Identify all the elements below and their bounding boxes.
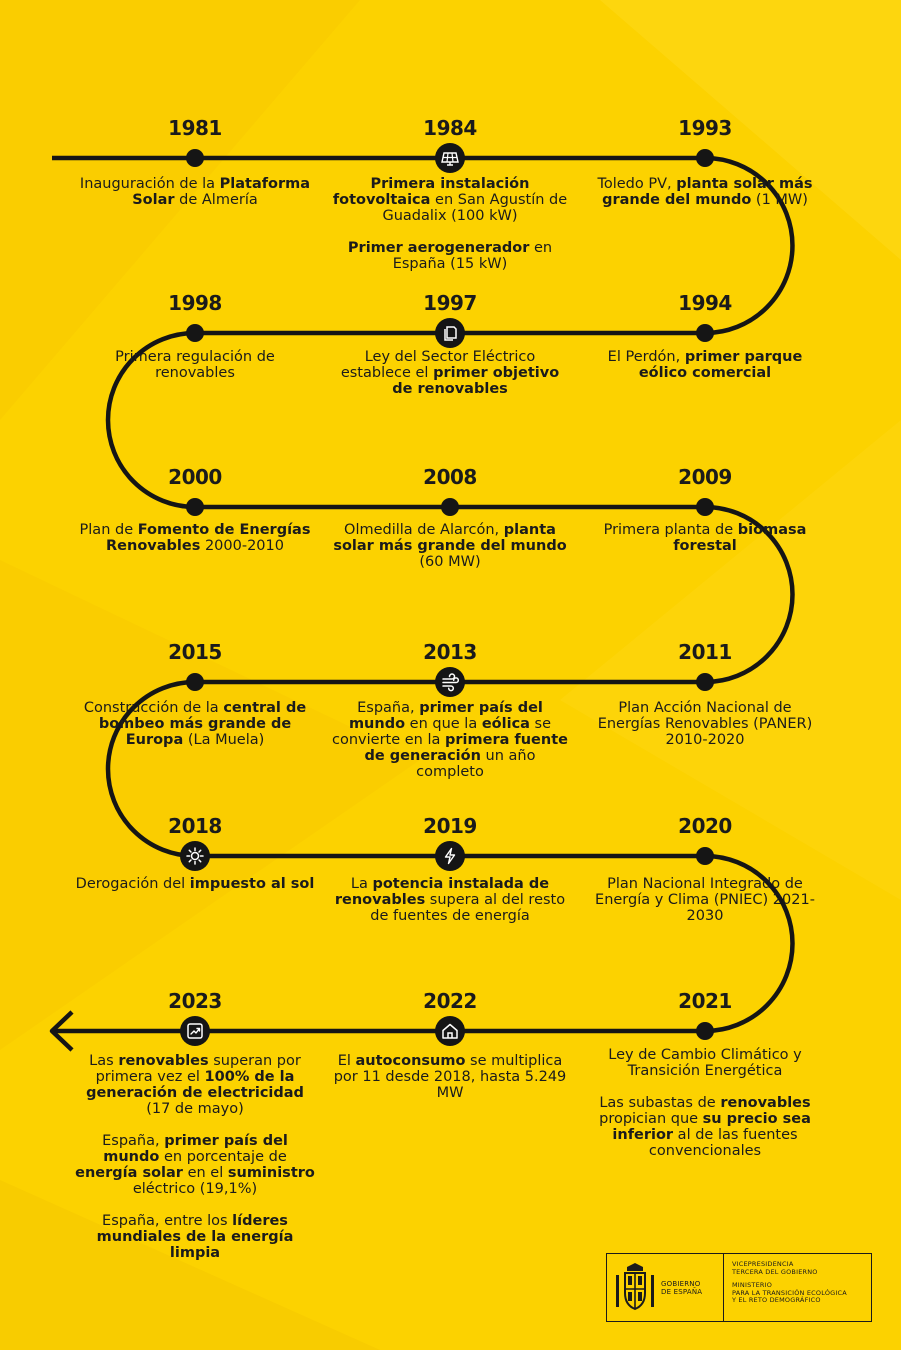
- year-label: 2000: [168, 465, 222, 489]
- logo-text-line: Y EL RETO DEMOGRÁFICO: [732, 1296, 821, 1304]
- sun-icon: [180, 841, 210, 871]
- year-label: 1993: [678, 116, 732, 140]
- description-text: en porcentaje de: [159, 1149, 287, 1165]
- description-text: España, entre los: [102, 1213, 233, 1229]
- description-paragraph: [585, 176, 825, 208]
- event-description: [330, 522, 570, 586]
- description-text: 2000-2010: [200, 538, 284, 554]
- highlight-text: Plataforma Solar: [132, 176, 311, 208]
- description-text: eléctrico (19,1%): [132, 1181, 258, 1197]
- event-description: [75, 349, 315, 397]
- timeline-dot: [186, 149, 204, 167]
- highlight-text: planta solar más grande del mundo: [333, 522, 567, 554]
- solar-panel-icon: [435, 143, 465, 173]
- description-text: en España (15 kW): [392, 240, 553, 272]
- description-text: Ley del Sector Eléctrico establece el: [340, 349, 536, 381]
- description-paragraph: [75, 1133, 315, 1197]
- description-paragraph: [585, 1047, 825, 1079]
- description-text: superan por primera vez el: [95, 1053, 301, 1085]
- logo-text-line: DE ESPAÑA: [661, 1287, 703, 1296]
- year-label: 1994: [678, 291, 732, 315]
- lightning-icon: [435, 841, 465, 871]
- event-description: [75, 876, 315, 908]
- highlight-text: impuesto al sol: [189, 876, 315, 892]
- description-paragraph: [75, 176, 315, 208]
- timeline-dot: [186, 673, 204, 691]
- description-text: El: [337, 1053, 356, 1069]
- coat-of-arms-icon: [613, 1261, 657, 1315]
- year-label: 2021: [678, 989, 732, 1013]
- event-description: [585, 700, 825, 764]
- description-text: en que la: [405, 716, 482, 732]
- year-label: 2023: [168, 989, 222, 1013]
- description-text: Derogación del: [75, 876, 190, 892]
- description-text: Plan Acción Nacional de Energías Renovables (PANER) 2010-2020: [597, 700, 813, 748]
- description-text: supera al del resto de fuentes de energía: [370, 892, 566, 924]
- description-paragraph: [75, 876, 315, 892]
- highlight-text: Primer aerogenerador: [347, 240, 530, 256]
- highlight-text: primer país del mundo: [348, 700, 543, 732]
- highlight-text: Primera instalación fotovoltaica: [332, 176, 530, 208]
- event-description: [330, 176, 570, 288]
- description-text: se multiplica por 11 desde 2018, hasta 5.249 MW: [333, 1053, 567, 1101]
- highlight-text: energía solar: [75, 1165, 183, 1181]
- description-paragraph: [330, 876, 570, 924]
- description-paragraph: [75, 700, 315, 748]
- timeline-dot: [696, 847, 714, 865]
- description-text: Toledo PV,: [597, 176, 677, 192]
- highlight-text: central de bombeo más grande de Europa: [98, 700, 307, 748]
- highlight-text: su precio sea inferior: [612, 1111, 811, 1143]
- highlight-text: eólica: [481, 716, 530, 732]
- description-text: (60 MW): [419, 554, 481, 570]
- event-description: [75, 176, 315, 224]
- event-description: [585, 522, 825, 570]
- event-description: [330, 700, 570, 796]
- description-text: (17 de mayo): [146, 1101, 244, 1117]
- description-paragraph: [330, 176, 570, 224]
- description-paragraph: [585, 700, 825, 748]
- description-text: Plan Nacional Integrado de Energía y Clima (PNIEC) 2021-2030: [595, 876, 815, 924]
- logo-left-panel: [607, 1254, 724, 1321]
- event-description: [75, 700, 315, 764]
- timeline-dot: [696, 673, 714, 691]
- year-label: 1981: [168, 116, 222, 140]
- timeline-dot: [186, 498, 204, 516]
- event-description: [330, 1053, 570, 1117]
- highlight-text: primer parque eólico comercial: [638, 349, 803, 381]
- description-paragraph: [330, 700, 570, 780]
- description-text: Primera planta de: [603, 522, 738, 538]
- logo-text-line: MINISTERIO: [732, 1281, 773, 1289]
- description-paragraph: [330, 522, 570, 570]
- description-text: Construcción de la: [83, 700, 224, 716]
- year-label: 1997: [423, 291, 477, 315]
- description-text: El Perdón,: [607, 349, 685, 365]
- logo-text-line: GOBIERNO: [661, 1279, 701, 1288]
- description-text: Primera regulación de renovables: [115, 349, 275, 381]
- year-label: 2015: [168, 640, 222, 664]
- event-description: [585, 176, 825, 224]
- highlight-text: Fomento de Energías Renovables: [106, 522, 311, 554]
- event-description: [330, 349, 570, 413]
- highlight-text: planta solar más grande del mundo: [602, 176, 813, 208]
- highlight-text: 100% de la generación de electricidad: [86, 1069, 304, 1101]
- event-description: [330, 876, 570, 940]
- description-text: propician que: [599, 1111, 703, 1127]
- event-description: [585, 876, 825, 940]
- description-text: Ley de Cambio Climático y Transición Energética: [608, 1047, 802, 1079]
- government-logo: [606, 1253, 872, 1322]
- event-description: [585, 349, 825, 397]
- highlight-text: primer país del mundo: [103, 1133, 288, 1165]
- highlight-text: suministro: [227, 1165, 315, 1181]
- year-label: 1998: [168, 291, 222, 315]
- description-text: Olmedilla de Alarcón,: [344, 522, 504, 538]
- logo-text-line: PARA LA TRANSICIÓN ECOLÓGICA: [732, 1288, 847, 1297]
- description-paragraph: [75, 522, 315, 554]
- description-text: se convierte en la: [332, 716, 552, 748]
- house-icon: [435, 1016, 465, 1046]
- description-text: La: [350, 876, 373, 892]
- description-text: (1 MW): [751, 192, 808, 208]
- description-paragraph: [75, 349, 315, 381]
- logo-government-text: [661, 1280, 702, 1296]
- description-paragraph: [330, 349, 570, 397]
- logo-text-line: TERCERA DEL GOBIERNO: [732, 1267, 818, 1276]
- year-label: 2009: [678, 465, 732, 489]
- description-text: España,: [357, 700, 420, 716]
- highlight-text: renovables: [720, 1095, 811, 1111]
- description-text: (La Muela): [183, 732, 265, 748]
- year-label: 2008: [423, 465, 477, 489]
- description-text: un año completo: [416, 748, 536, 780]
- highlight-text: potencia instalada de renovables: [334, 876, 550, 908]
- document-icon: [435, 318, 465, 348]
- timeline-dot: [696, 498, 714, 516]
- description-paragraph: [75, 1053, 315, 1117]
- wind-icon: [435, 667, 465, 697]
- year-label: 2011: [678, 640, 732, 664]
- description-paragraph: [75, 1213, 315, 1261]
- description-text: Las: [89, 1053, 119, 1069]
- year-label: 2022: [423, 989, 477, 1013]
- description-text: en el: [182, 1165, 228, 1181]
- description-paragraph: [330, 1053, 570, 1101]
- description-paragraph: [585, 1095, 825, 1159]
- description-paragraph: [585, 349, 825, 381]
- timeline-dot: [186, 324, 204, 342]
- logo-right-panel: [724, 1254, 871, 1321]
- timeline-dot: [696, 324, 714, 342]
- highlight-text: primera fuente de generación: [364, 732, 568, 764]
- logo-text-line: VICEPRESIDENCIA: [732, 1260, 794, 1268]
- highlight-text: primer objetivo de renovables: [392, 365, 560, 397]
- event-description: [75, 522, 315, 570]
- description-text: en San Agustín de Guadalix (100 kW): [382, 192, 568, 224]
- description-text: España,: [102, 1133, 165, 1149]
- timeline-dot: [696, 1022, 714, 1040]
- highlight-text: autoconsumo: [355, 1053, 466, 1069]
- description-text: Inauguración de la: [79, 176, 220, 192]
- year-label: 2020: [678, 814, 732, 838]
- description-paragraph: [585, 522, 825, 554]
- year-label: 2013: [423, 640, 477, 664]
- description-text: al de las fuentes convencionales: [648, 1127, 798, 1159]
- highlight-text: líderes mundiales de la energía limpia: [96, 1213, 294, 1261]
- highlight-text: renovables: [118, 1053, 209, 1069]
- description-text: de Almería: [174, 192, 258, 208]
- event-description: [585, 1047, 825, 1175]
- timeline-dot: [696, 149, 714, 167]
- highlight-text: biomasa forestal: [673, 522, 807, 554]
- year-label: 2019: [423, 814, 477, 838]
- timeline-dot: [441, 498, 459, 516]
- description-text: Las subastas de: [599, 1095, 721, 1111]
- event-description: [75, 1053, 315, 1277]
- year-label: 1984: [423, 116, 477, 140]
- year-label: 2018: [168, 814, 222, 838]
- description-text: Plan de: [79, 522, 138, 538]
- chart-up-icon: [180, 1016, 210, 1046]
- description-paragraph: [585, 876, 825, 924]
- description-paragraph: [330, 240, 570, 272]
